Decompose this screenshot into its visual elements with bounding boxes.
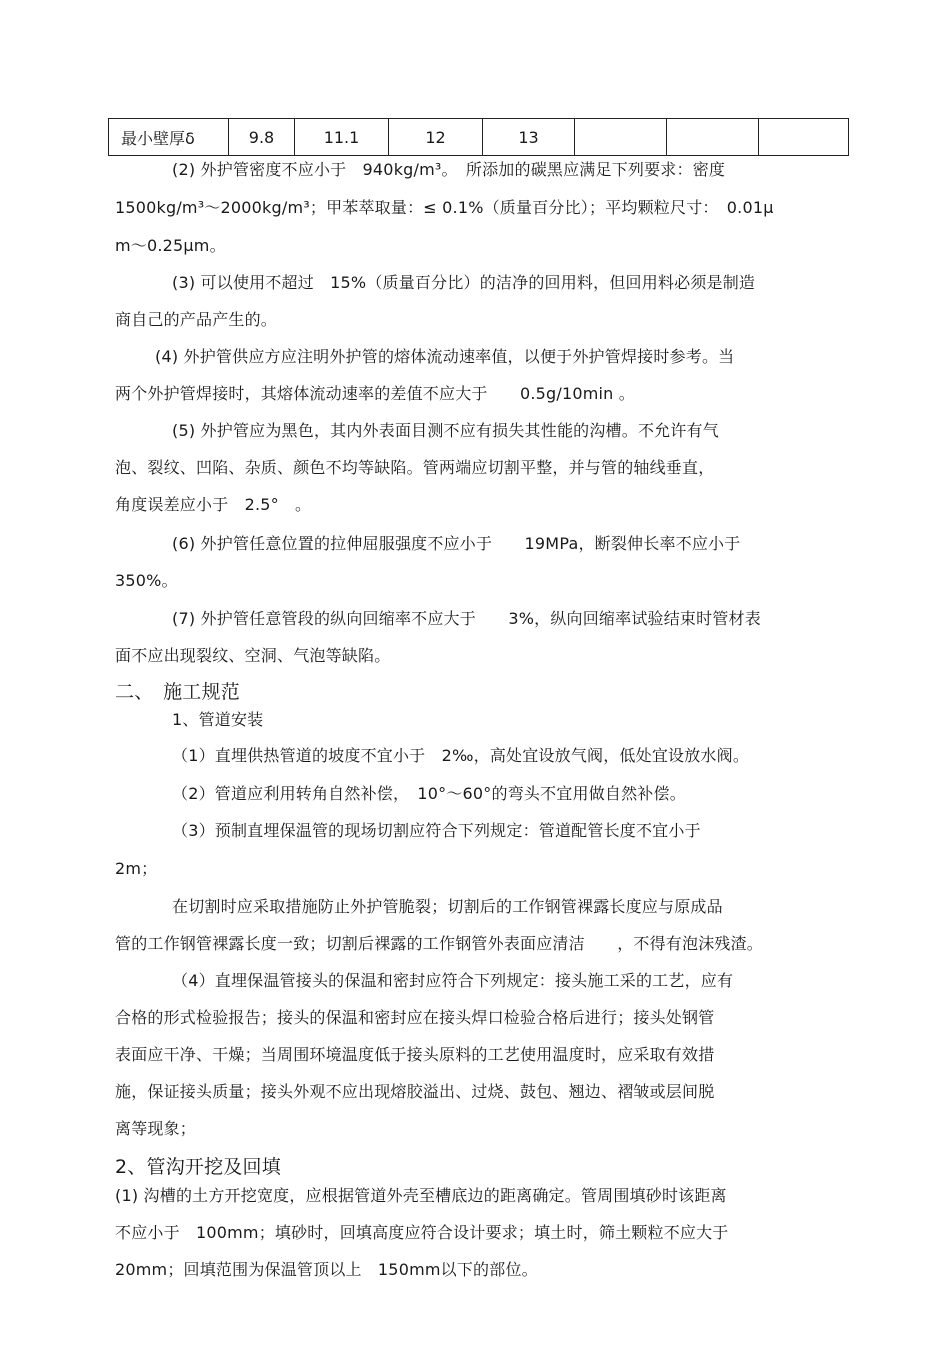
paragraph-line: 离等现象； (115, 1119, 197, 1138)
paragraph-line: 20mm；回填范围为保温管顶以上 150mm以下的部位。 (115, 1260, 538, 1279)
paragraph-line: 不应小于 100mm；填砂时，回填高度应符合设计要求；填土时，筛土颗粒不应大于 (115, 1223, 729, 1242)
paragraph-line: （4）直埋保温管接头的保温和密封应符合下列规定：接头施工采的工艺，应有 (172, 971, 734, 990)
section-heading: 二、 施工规范 (115, 681, 240, 703)
paragraph-line: 面不应出现裂纹、空洞、气泡等缺陷。 (115, 646, 391, 665)
paragraph-line: (1) 沟槽的土方开挖宽度，应根据管道外壳至槽底边的距离确定。管周围填砂时该距离 (115, 1186, 727, 1205)
paragraph-line: 商自己的产品产生的。 (115, 310, 278, 329)
paragraph-line: 泡、裂纹、凹陷、杂质、颜色不均等缺陷。管两端应切割平整，并与管的轴线垂直， (115, 458, 715, 477)
paragraph-line: (4) 外护管供应方应注明外护管的熔体流动速率值，以便于外护管焊接时参考。当 (155, 347, 735, 366)
paragraph-line: 表面应干净、干燥；当周围环境温度低于接头原料的工艺使用温度时，应采取有效措 (115, 1045, 715, 1064)
table-cell: 13 (483, 119, 575, 156)
table-row (109, 119, 849, 156)
paragraph-line: m～0.25μm。 (115, 236, 226, 255)
table-cell (759, 119, 849, 156)
paragraph-line: （3）预制直埋保温管的现场切割应符合下列规定：管道配管长度不宜小于 (172, 821, 701, 840)
paragraph-line: 施，保证接头质量；接头外观不应出现熔胶溢出、过烧、鼓包、翘边、褶皱或层间脱 (115, 1082, 715, 1101)
table-row-label: 最小壁厚δ (109, 119, 229, 156)
table-cell: 11.1 (295, 119, 389, 156)
table-cell: 12 (389, 119, 483, 156)
paragraph-line: （1）直埋供热管道的坡度不宜小于 2‰，高处宜设放气阀，低处宜设放水阀。 (172, 746, 750, 765)
paragraph-line: 2m； (115, 859, 158, 878)
paragraph-line: (3) 可以使用不超过 15%（质量百分比）的洁净的回用料，但回用料必须是制造 (172, 273, 756, 292)
paragraph-line: (2) 外护管密度不应小于 940kg/m³。 所添加的碳黑应满足下列要求：密度 (172, 160, 726, 179)
table-cell: 9.8 (229, 119, 295, 156)
paragraph-line: 350%。 (115, 571, 178, 590)
table-cell (667, 119, 759, 156)
paragraph-line: 在切割时应采取措施防止外护管脆裂；切割后的工作钢管裸露长度应与原成品 (172, 897, 723, 916)
paragraph-line: (6) 外护管任意位置的拉伸屈服强度不应小于 19MPa，断裂伸长率不应小于 (172, 534, 741, 553)
paragraph-line: (7) 外护管任意管段的纵向回缩率不应大于 3%，纵向回缩率试验结束时管材表 (172, 609, 761, 628)
subsection-heading: 1、管道安装 (172, 710, 264, 729)
paragraph-line: 两个外护管焊接时，其熔体流动速率的差值不应大于 0.5g/10min 。 (115, 384, 636, 403)
wall-thickness-table (108, 118, 849, 156)
paragraph-line: 角度误差应小于 2.5° 。 (115, 495, 312, 514)
paragraph-line: 1500kg/m³～2000kg/m³；甲苯萃取量：≤ 0.1%（质量百分比）；平均颗粒尺寸： 0.01μ (115, 198, 774, 217)
paragraph-line: (5) 外护管应为黑色，其内外表面目测不应有损失其性能的沟槽。不允许有气 (172, 421, 719, 440)
section-heading: 2、管沟开挖及回填 (115, 1156, 281, 1178)
paragraph-line: 管的工作钢管裸露长度一致；切割后裸露的工作钢管外表面应清洁 ，不得有泡沫残渣。 (115, 934, 764, 953)
table-cell (575, 119, 667, 156)
paragraph-line: （2）管道应利用转角自然补偿， 10°～60°的弯头不宜用做自然补偿。 (172, 784, 686, 803)
paragraph-line: 合格的形式检验报告；接头的保温和密封应在接头焊口检验合格后进行；接头处钢管 (115, 1008, 715, 1027)
